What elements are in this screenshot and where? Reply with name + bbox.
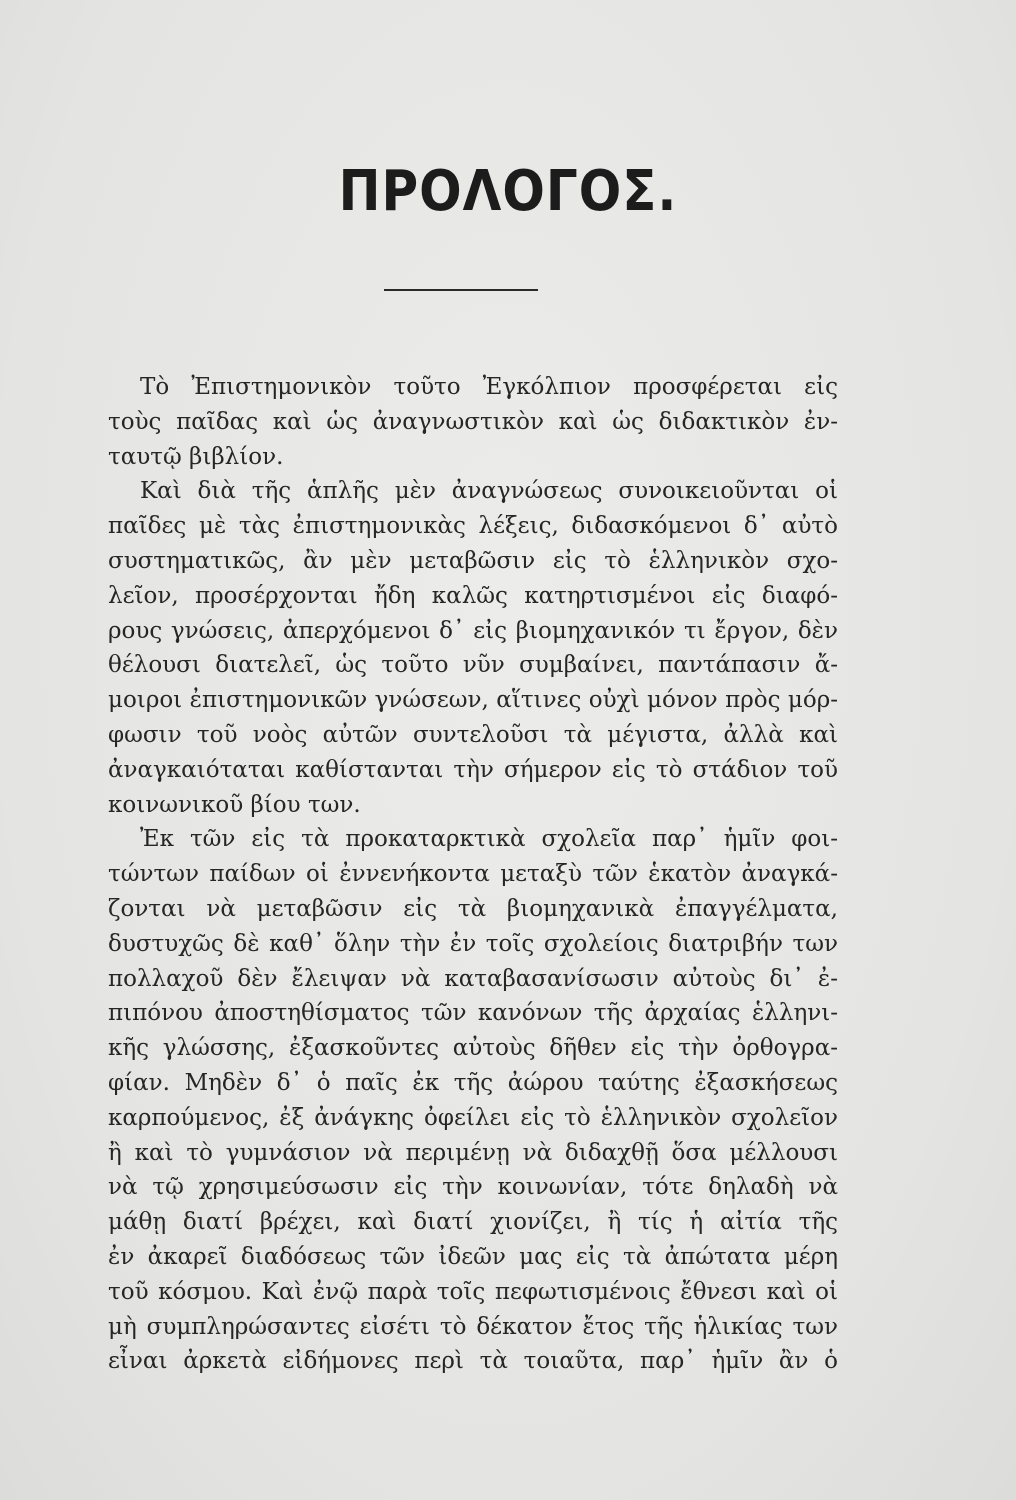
text-line: Καὶ διὰ τῆς ἁπλῆς μὲν ἀναγνώσεως συνοικειοῦνται οἱ — [140, 478, 838, 505]
text-line: πολλαχοῦ δὲν ἔλειψαν νὰ καταβασανίσωσιν αὐτοὺς δι᾽ ἐ- — [108, 965, 838, 992]
text-line: ζονται νὰ μεταβῶσιν εἰς τὰ βιομηχανικὰ ἐπαγγέλματα, — [108, 895, 838, 922]
text-line: μὴ συμπληρώσαντες εἰσέτι τὸ δέκατον ἔτος τῆς ἡλικίας των — [108, 1313, 838, 1340]
text-line: ἐν ἀκαρεῖ διαδόσεως τῶν ἰδεῶν μας εἰς τὰ ἀπώτατα μέρη — [108, 1243, 838, 1270]
text-line: λεῖον, προσέρχονται ἤδη καλῶς κατηρτισμένοι εἰς διαφό- — [108, 582, 838, 609]
body-text — [108, 370, 838, 1379]
text-line: μάθῃ διατί βρέχει, καὶ διατί χιονίζει, ἢ τίς ἡ αἰτία τῆς — [108, 1209, 838, 1236]
text-line: Τὸ Ἐπιστημονικὸν τοῦτο Ἐγκόλπιον προσφέρεται εἰς — [140, 374, 838, 400]
text-line: παῖδες μὲ τὰς ἐπιστημονικὰς λέξεις, διδασκόμενοι δ᾽ αὐτὸ — [108, 513, 838, 540]
text-line: τοῦ κόσμου. Καὶ ἐνῷ παρὰ τοῖς πεφωτισμένοις ἔθνεσι καὶ οἱ — [108, 1278, 838, 1305]
text-line: ἀναγκαιόταται καθίστανται τὴν σήμερον εἰς τὸ στάδιον τοῦ — [108, 756, 838, 783]
text-line: κοινωνικοῦ βίου των. — [108, 791, 361, 818]
text-line: τώντων παίδων οἱ ἐννενήκοντα μεταξὺ τῶν ἑκατὸν ἀναγκά- — [108, 861, 838, 888]
text-line: ἢ καὶ τὸ γυμνάσιον νὰ περιμένῃ νὰ διδαχθῇ ὅσα μέλλουσι — [108, 1139, 838, 1166]
paragraph — [108, 822, 838, 1379]
page-title: ΠΡΟΛΟΓΟΣ. — [338, 158, 678, 224]
title-divider — [384, 289, 538, 291]
paragraph — [108, 474, 838, 822]
text-line: καρπούμενος, ἐξ ἀνάγκης ὀφείλει εἰς τὸ ἑλληνικὸν σχολεῖον — [108, 1104, 838, 1131]
paragraph — [108, 370, 838, 474]
text-line: Ἐκ τῶν εἰς τὰ προκαταρκτικὰ σχολεῖα παρ᾽ ἡμῖν φοι- — [140, 826, 838, 853]
text-line: συστηματικῶς, ἂν μὲν μεταβῶσιν εἰς τὸ ἑλληνικὸν σχο- — [108, 547, 838, 574]
text-line: πιπόνου ἀποστηθίσματος τῶν κανόνων τῆς ἀρχαίας ἑλληνι- — [108, 1000, 838, 1027]
text-line: τοὺς παῖδας καὶ ὡς ἀναγνωστικὸν καὶ ὡς διδακτικὸν ἐν- — [108, 408, 838, 435]
text-line: εἶναι ἀρκετὰ εἰδήμονες περὶ τὰ τοιαῦτα, παρ᾽ ἡμῖν ἂν ὁ — [108, 1348, 838, 1375]
text-line: νὰ τῷ χρησιμεύσωσιν εἰς τὴν κοινωνίαν, τότε δηλαδὴ νὰ — [108, 1174, 838, 1201]
text-line: κῆς γλώσσης, ἐξασκοῦντες αὐτοὺς δῆθεν εἰς τὴν ὀρθογρα- — [108, 1035, 838, 1062]
text-line: θέλουσι διατελεῖ, ὡς τοῦτο νῦν συμβαίνει, παντάπασιν ἄ- — [108, 652, 838, 679]
text-line: ρους γνώσεις, ἀπερχόμενοι δ᾽ εἰς βιομηχανικόν τι ἔργον, δὲν — [108, 617, 838, 644]
text-line: ταυτῷ βιβλίον. — [108, 443, 284, 470]
text-line: φίαν. Μηδὲν δ᾽ ὁ παῖς ἐκ τῆς ἀώρου ταύτης ἐξασκήσεως — [108, 1069, 838, 1096]
text-line: μοιροι ἐπιστημονικῶν γνώσεων, αἵτινες οὐχὶ μόνον πρὸς μόρ- — [108, 687, 838, 714]
text-line: φωσιν τοῦ νοὸς αὐτῶν συντελοῦσι τὰ μέγιστα, ἀλλὰ καὶ — [108, 721, 838, 748]
text-line: δυστυχῶς δὲ καθ᾽ ὅλην τὴν ἐν τοῖς σχολείοις διατριβήν των — [108, 930, 838, 957]
